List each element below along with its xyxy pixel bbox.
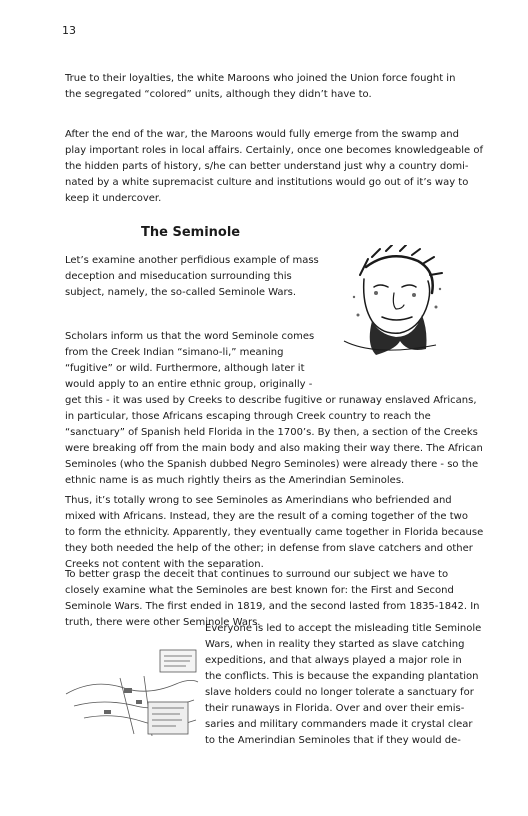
text-line: play important roles in local affairs. Certainly, once one becomes knowledgeable of: [65, 145, 484, 156]
text-line: Seminole Wars. The first ended in 1819, and the second lasted from 1835-1842. In: [65, 601, 480, 612]
text-line: in particular, those Africans escaping through Creek country to reach the: [65, 411, 431, 422]
text-line: truth, there were other Seminole Wars.: [65, 617, 261, 628]
text-line: to form the ethnicity. Apparently, they eventually came together in Florida because: [65, 527, 484, 538]
text-line: get this - it was used by Creeks to describe fugitive or runaway enslaved Africans,: [65, 395, 477, 406]
text-line: would apply to an entire ethnic group, originally -: [65, 379, 313, 390]
text-line: Creeks not content with the separation.: [65, 559, 264, 570]
text-line: Thus, it’s totally wrong to see Seminoles as Amerindians who befriended and: [65, 495, 452, 506]
text-line: slave holders could no longer tolerate a sanctuary for: [205, 687, 474, 698]
paragraph-thus: [65, 493, 483, 573]
text-line: expeditions, and that always played a major role in: [205, 655, 462, 666]
page-number: 13: [62, 24, 76, 37]
text-line: keep it undercover.: [65, 193, 162, 204]
text-line: To better grasp the deceit that continues to surround our subject we have to: [65, 569, 449, 580]
text-line: from the Creek Indian “simano-li,” meaning: [65, 347, 284, 358]
section-heading: The Seminole: [141, 225, 241, 240]
text-line: Wars, when in reality they started as slave catching: [205, 639, 465, 650]
text-line: After the end of the war, the Maroons would fully emerge from the swamp and: [65, 129, 459, 140]
text-line: “fugitive” or wild. Furthermore, although later it: [65, 363, 305, 374]
text-line: “sanctuary” of Spanish held Florida in the 1700’s. By then, a section of the Creeks: [65, 427, 478, 438]
paragraph-scholars: [65, 329, 483, 489]
historical-map-illustration: [64, 648, 200, 740]
text-line: closely examine what the Seminoles are best known for: the First and Second: [65, 585, 454, 596]
text-line: Everyone is led to accept the misleading title Seminole: [205, 623, 482, 634]
paragraph-everyone: [205, 621, 481, 749]
text-line: were breaking off from the main body and also making their way there. The African: [65, 443, 483, 454]
text-line: the conflicts. This is because the expanding plantation: [205, 671, 479, 682]
text-line: Let’s examine another perfidious example of mass: [65, 255, 319, 266]
text-line: Seminoles (who the Spanish dubbed Negro Seminoles) were already there - so the: [65, 459, 479, 470]
text-line: True to their loyalties, the white Maroons who joined the Union force fought in: [65, 73, 456, 84]
text-line: the hidden parts of history, s/he can better understand just why a country domi-: [65, 161, 469, 172]
text-line: Scholars inform us that the word Seminole comes: [65, 331, 315, 342]
paragraph-examine: [65, 253, 319, 301]
text-line: nated by a white supremacist culture and institutions would go out of it’s way to: [65, 177, 469, 188]
text-line: to the Amerindian Seminoles that if they would de-: [205, 735, 461, 746]
text-line: subject, namely, the so-called Seminole Wars.: [65, 287, 297, 298]
text-line: saries and military commanders made it crystal clear: [205, 719, 473, 730]
text-line: deception and miseducation surrounding this: [65, 271, 292, 282]
paragraph-white-maroons: [65, 71, 455, 103]
paragraph-after-war: [65, 127, 483, 207]
text-line: they both needed the help of the other; in defense from slave catchers and other: [65, 543, 473, 554]
text-line: their runaways in Florida. Over and over their emis-: [205, 703, 465, 714]
text-line: mixed with Africans. Instead, they are the result of a coming together of the two: [65, 511, 468, 522]
text-line: the segregated “colored” units, although they didn’t have to.: [65, 89, 372, 100]
text-line: ethnic name is as much rightly theirs as the Amerindian Seminoles.: [65, 475, 405, 486]
